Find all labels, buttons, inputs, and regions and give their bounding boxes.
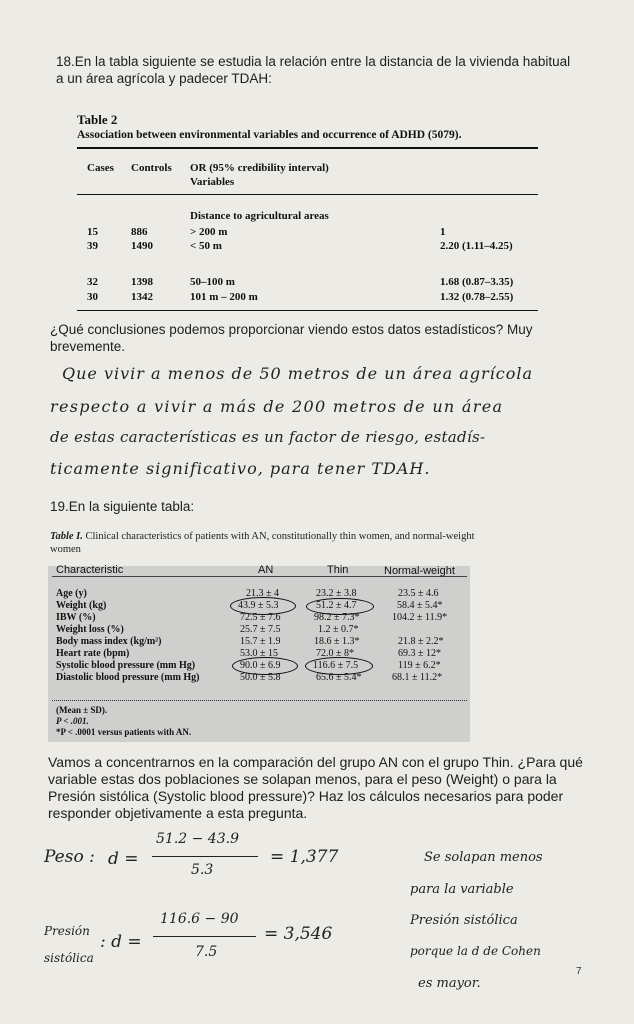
systolic-an-circle <box>232 657 298 675</box>
table1-cell: 69.3 ± 12* <box>398 648 441 659</box>
table1-cell: 21.8 ± 2.2* <box>398 636 444 647</box>
table1-cell: 116.6 ± 7.5 <box>313 660 359 671</box>
table1-caption: Clinical characteristics of patients with AN, constitutionally thin women, and normal-weight women <box>50 531 475 555</box>
q18-answer-line: de estas características es un factor de riesgo, estadís- <box>50 428 486 446</box>
table2-cell: 2.20 (1.11–4.25) <box>440 240 513 252</box>
table1-cell: 23.2 ± 3.8 <box>316 588 357 599</box>
table1-cell: 98.2 ± 7.3* <box>314 612 360 623</box>
peso-result: = 1,377 <box>270 847 339 867</box>
q19-prompt: Vamos a concentrarnos en la comparación del grupo AN con el grupo Thin. ¿Para qué variable estas dos poblaciones se solapan menos, para el peso (Weight) o para la Presión sistólica (Systolic blood pressure)? Haz los cálculos necesarios para poder responder objetivamente a esta pregunta. <box>48 754 583 821</box>
peso-label: Peso : <box>44 847 95 867</box>
presion-fraction-bar <box>153 936 256 937</box>
table2-cell: 1342 <box>131 291 153 303</box>
table1-footnote: P < .001. <box>56 716 89 726</box>
table1-row-label: Age (y) <box>56 588 87 599</box>
table1-row-label: Weight loss (%) <box>56 624 124 635</box>
table1-cell: 51.2 ± 4.7 <box>316 600 357 611</box>
table1-cell: 50.0 ± 5.8 <box>240 672 281 683</box>
table1-cell: 119 ± 6.2* <box>398 660 441 671</box>
table1-cell: 90.0 ± 6.9 <box>240 660 281 671</box>
table1-cell: 72.0 ± 8* <box>316 648 354 659</box>
conclusion-line: para la variable <box>410 882 514 897</box>
table1-cell: 65.6 ± 5.4* <box>316 672 362 683</box>
conclusion-line: porque la d de Cohen <box>410 944 541 958</box>
table2-cell: 1 <box>440 226 446 238</box>
table2-cell: 1.32 (0.78–2.55) <box>440 291 514 303</box>
table1-row-label: Body mass index (kg/m²) <box>56 636 162 647</box>
peso-denominator: 5.3 <box>191 862 214 878</box>
table2-cell: > 200 m <box>190 226 228 238</box>
table1-cell: 104.2 ± 11.9* <box>392 612 448 623</box>
table1-header-normal: Normal-weight <box>384 565 455 577</box>
table2-cell: 1490 <box>131 240 153 252</box>
conclusion-line: Presión sistólica <box>410 913 518 928</box>
table1-footnote: (Mean ± SD). <box>56 705 108 715</box>
q18-prompt: ¿Qué conclusiones podemos proporcionar viendo estos datos estadísticos? Muy brevemente. <box>50 322 533 354</box>
table2-cell: 1.68 (0.87–3.35) <box>440 276 514 288</box>
table2-cell: 1398 <box>131 276 153 288</box>
table1-cell: 72.5 ± 7.6 <box>240 612 281 623</box>
table1-cell: 23.5 ± 4.6 <box>398 588 439 599</box>
presion-result: = 3,546 <box>264 924 333 944</box>
table1-cell: 58.4 ± 5.4* <box>397 600 443 611</box>
presion-denominator: 7.5 <box>195 944 218 960</box>
table2-section: Distance to agricultural areas <box>190 210 329 222</box>
presion-numerator: 116.6 − 90 <box>160 911 239 927</box>
presion-label: Presión <box>44 924 90 938</box>
table2-caption: Association between environmental variables and occurrence of ADHD (5079). <box>77 129 462 141</box>
weight-thin-circle <box>306 598 374 615</box>
table1-footnote: *P < .0001 versus patients with AN. <box>56 727 192 737</box>
q18-answer-line: ticamente significativo, para tener TDAH. <box>50 459 431 478</box>
table2-cell: 39 <box>87 240 98 252</box>
table1-row-label: Heart rate (bpm) <box>56 648 130 659</box>
table1-cell: 53.0 ± 15 <box>240 648 278 659</box>
systolic-thin-circle <box>305 657 373 675</box>
table1-cell: 25.7 ± 7.5 <box>240 624 281 635</box>
table2-title: Table 2 <box>77 112 118 127</box>
q18-answer-line: Que vivir a menos de 50 metros de un área agrícola <box>62 364 533 383</box>
table1-cell: 21.3 ± 4 <box>246 588 279 599</box>
weight-an-circle <box>230 597 296 615</box>
table2-header-or: OR (95% credibility interval) <box>190 162 329 174</box>
table2-cell: 101 m – 200 m <box>190 291 258 303</box>
presion-label: sistólica <box>44 951 94 965</box>
table1-bottom-rule <box>52 700 467 701</box>
table2-cell: 50–100 m <box>190 276 235 288</box>
table2-cell: 30 <box>87 291 98 303</box>
peso-d: d = <box>108 849 139 869</box>
table1-cell: 1.2 ± 0.7* <box>318 624 359 635</box>
conclusion-line: Se solapan menos <box>424 850 543 865</box>
q18-question: 18.En la tabla siguiente se estudia la relación entre la distancia de la vivienda habitual a un área agrícola y padecer TDAH: <box>56 54 571 86</box>
peso-numerator: 51.2 − 43.9 <box>156 831 239 847</box>
q19-question: 19.En la siguiente tabla: <box>50 499 195 514</box>
table2-top-rule <box>77 147 538 149</box>
table1-cell: 18.6 ± 1.3* <box>314 636 360 647</box>
table2-header-rule <box>77 194 538 195</box>
table1-row-label: Diastolic blood pressure (mm Hg) <box>56 672 200 683</box>
table2-header-cases: Cases <box>87 162 114 174</box>
table2-bottom-rule <box>77 310 538 311</box>
table2-header-controls: Controls <box>131 162 172 174</box>
page-number: 7 <box>576 966 582 977</box>
table1-caption-prefix: Table I. <box>50 531 83 542</box>
table1-header-an: AN <box>258 564 274 576</box>
table1-cell: 15.7 ± 1.9 <box>240 636 281 647</box>
table1-row-label: Weight (kg) <box>56 600 107 611</box>
peso-fraction-bar <box>152 856 258 857</box>
table2-cell: 15 <box>87 226 98 238</box>
presion-d: : d = <box>100 932 142 952</box>
conclusion-line: es mayor. <box>418 976 481 991</box>
table1-header-thin: Thin <box>327 564 349 576</box>
table1-cell: 43.9 ± 5.3 <box>238 600 279 611</box>
table1-row-label: Systolic blood pressure (mm Hg) <box>56 660 196 671</box>
table2-subheader: Variables <box>190 176 235 188</box>
table1-header-characteristic: Characteristic <box>56 564 124 576</box>
table1-row-label: IBW (%) <box>56 612 96 623</box>
table1-caption-block <box>50 530 480 556</box>
table1-cell: 68.1 ± 11.2* <box>392 672 443 683</box>
q18-answer-line: respecto a vivir a más de 200 metros de un área <box>50 397 504 416</box>
table2-cell: < 50 m <box>190 240 222 252</box>
table2-cell: 32 <box>87 276 98 288</box>
table2-cell: 886 <box>131 226 148 238</box>
